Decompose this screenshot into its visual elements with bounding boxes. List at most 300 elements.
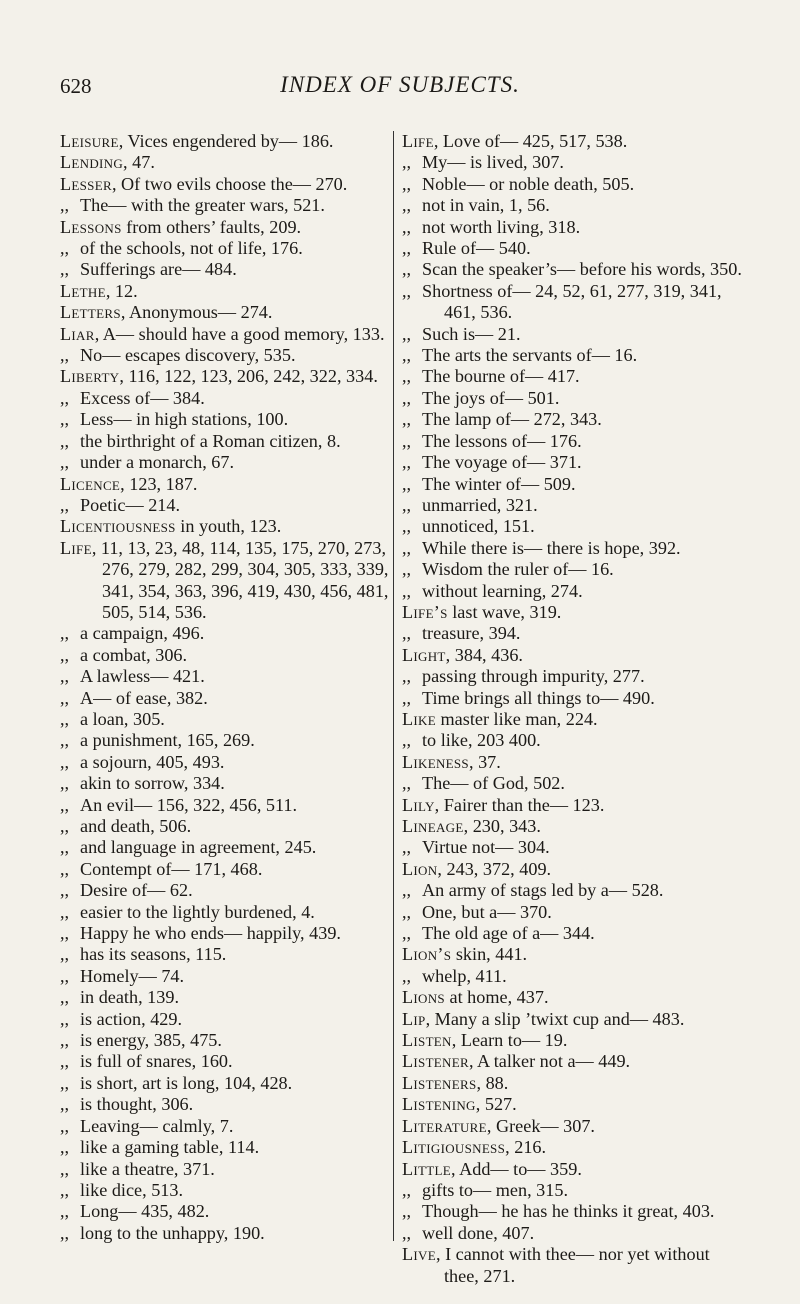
index-subentry: [402, 923, 742, 944]
index-subentry: [60, 923, 390, 944]
index-term: Lip: [402, 1008, 426, 1029]
index-entry: [60, 217, 390, 238]
index-entry: [402, 987, 742, 1008]
index-text: not worth living, 318.: [422, 216, 581, 237]
ditto-mark: ,,: [60, 345, 70, 366]
ditto-mark: ,,: [402, 366, 412, 387]
index-text: master like man, 224.: [435, 708, 598, 729]
index-text: , 88.: [476, 1072, 509, 1093]
index-text: The lessons of— 176.: [422, 430, 582, 451]
ditto-mark: ,,: [402, 280, 412, 301]
index-subentry: [402, 474, 742, 495]
ditto-mark: ,,: [402, 837, 412, 858]
index-subentry: [60, 409, 390, 430]
index-term: Literature: [402, 1115, 487, 1136]
index-subentry: [402, 345, 742, 366]
index-subentry: [60, 837, 390, 858]
index-text: Leaving— calmly, 7.: [80, 1115, 234, 1136]
ditto-mark: ,,: [60, 1115, 70, 1136]
index-text: is short, art is long, 104, 428.: [80, 1072, 293, 1093]
index-text: Rule of— 540.: [422, 238, 531, 259]
ditto-mark: ,,: [60, 644, 70, 665]
index-text: , Anonymous— 274.: [120, 302, 273, 323]
ditto-mark: ,,: [402, 880, 412, 901]
index-text: without learning, 274.: [422, 580, 583, 601]
index-term: Licence: [60, 473, 121, 494]
index-subentry: [60, 859, 390, 880]
index-text: Shortness of— 24, 52, 61, 277, 319, 341, 461, 536.: [422, 280, 722, 323]
index-text: Though— he has he thinks it great, 403.: [422, 1201, 715, 1222]
ditto-mark: ,,: [60, 987, 70, 1008]
index-subentry: [402, 366, 742, 387]
index-entry: [402, 1009, 742, 1030]
index-column-right: [402, 131, 742, 1287]
index-subentry: [402, 581, 742, 602]
index-text: Homely— 74.: [80, 965, 185, 986]
index-text: passing through impurity, 277.: [422, 666, 645, 687]
index-text: easier to the lightly burdened, 4.: [80, 901, 315, 922]
ditto-mark: ,,: [402, 687, 412, 708]
index-text: , A talker not a— 449.: [468, 1051, 631, 1072]
ditto-mark: ,,: [402, 1201, 412, 1222]
ditto-mark: ,,: [402, 238, 412, 259]
index-subentry: [402, 259, 742, 280]
index-entry: [60, 174, 390, 195]
index-text: , Love of— 425, 517, 538.: [433, 131, 628, 151]
index-text: The joys of— 501.: [422, 387, 560, 408]
index-subentry: [60, 1094, 390, 1115]
index-subentry: [402, 195, 742, 216]
index-text: like dice, 513.: [80, 1179, 184, 1200]
index-entry: [60, 302, 390, 323]
index-entry: [402, 1116, 742, 1137]
index-text: Wisdom the ruler of— 16.: [422, 559, 614, 580]
index-subentry: [60, 1051, 390, 1072]
index-text: , 37.: [468, 751, 501, 772]
index-text: Sufferings are— 484.: [80, 259, 237, 280]
index-subentry: [60, 1073, 390, 1094]
index-text: , 11, 13, 23, 48, 114, 135, 175, 270, 273, 276, 279, 282, 299, 304, 305, 333, 339, 341, 354, 363, 396, 419, 430, 456, 481, 505, 514, 536.: [91, 537, 389, 622]
index-subentry: [402, 217, 742, 238]
ditto-mark: ,,: [60, 816, 70, 836]
index-text: A lawless— 421.: [80, 666, 205, 687]
ditto-mark: ,,: [402, 623, 412, 644]
index-text: , A— should have a good memory, 133.: [94, 323, 385, 344]
ditto-mark: ,,: [60, 1030, 70, 1051]
index-subentry: [60, 195, 390, 216]
ditto-mark: ,,: [60, 1222, 70, 1243]
index-text: is energy, 385, 475.: [80, 1030, 222, 1051]
index-subentry: [402, 559, 742, 580]
index-text: and language in agreement, 245.: [80, 837, 317, 858]
index-text: skin, 441.: [451, 944, 528, 965]
ditto-mark: ,,: [60, 794, 70, 815]
index-text: Scan the speaker’s— before his words, 350.: [422, 259, 742, 280]
ditto-mark: ,,: [402, 1179, 412, 1200]
index-text: The— of God, 502.: [422, 773, 565, 794]
index-term: Lethe: [60, 280, 106, 301]
index-subentry: [60, 902, 390, 923]
index-subentry: [60, 816, 390, 837]
index-subentry: [402, 1223, 742, 1244]
index-term: Live: [402, 1244, 436, 1265]
ditto-mark: ,,: [60, 901, 70, 922]
index-text: , 216.: [505, 1137, 547, 1158]
index-text: like a gaming table, 114.: [80, 1137, 260, 1158]
ditto-mark: ,,: [60, 730, 70, 751]
index-entry: [402, 1244, 742, 1287]
index-entry: [60, 516, 390, 537]
index-subentry: [402, 516, 742, 537]
index-subentry: [60, 645, 390, 666]
ditto-mark: ,,: [402, 216, 412, 237]
index-term: Life: [402, 131, 434, 151]
ditto-mark: ,,: [402, 580, 412, 601]
index-entry: [402, 645, 742, 666]
ditto-mark: ,,: [60, 1158, 70, 1179]
index-text: whelp, 411.: [422, 965, 507, 986]
index-text: long to the unhappy, 190.: [80, 1222, 265, 1243]
index-text: , Fairer than the— 123.: [434, 794, 605, 815]
index-term: Lions: [402, 987, 445, 1008]
index-subentry: [402, 281, 742, 324]
index-text: While there is— there is hope, 392.: [422, 537, 681, 558]
index-subentry: [402, 431, 742, 452]
index-subentry: [402, 837, 742, 858]
running-title: INDEX OF SUBJECTS.: [280, 72, 520, 97]
index-subentry: [60, 795, 390, 816]
index-subentry: [60, 709, 390, 730]
index-text: Desire of— 62.: [80, 880, 193, 901]
index-text: Happy he who ends— happily, 439.: [80, 923, 341, 944]
index-subentry: [60, 1009, 390, 1030]
ditto-mark: ,,: [402, 430, 412, 451]
ditto-mark: ,,: [402, 559, 412, 580]
index-text: One, but a— 370.: [422, 901, 552, 922]
index-entry: [60, 366, 390, 387]
index-text: , Many a slip ’twixt cup and— 483.: [425, 1008, 685, 1029]
ditto-mark: ,,: [402, 494, 412, 515]
index-term: Liberty: [60, 366, 120, 387]
index-entry: [402, 131, 742, 152]
index-entry: [402, 859, 742, 880]
index-text: A— of ease, 382.: [80, 687, 208, 708]
index-entry: [60, 131, 390, 152]
index-text: , I cannot with thee— nor yet without thee, 271.: [435, 1244, 710, 1286]
index-text: , 116, 122, 123, 206, 242, 322, 334.: [119, 366, 378, 387]
index-text: Less— in high stations, 100.: [80, 409, 289, 430]
index-term: Letters: [60, 302, 121, 323]
index-term: Lion’s: [402, 944, 452, 965]
ditto-mark: ,,: [402, 152, 412, 173]
index-text: The arts the servants of— 16.: [422, 345, 638, 366]
ditto-mark: ,,: [402, 387, 412, 408]
ditto-mark: ,,: [402, 473, 412, 494]
index-entry: [402, 709, 742, 730]
index-term: Life’s: [402, 601, 448, 622]
index-text: , 230, 343.: [463, 816, 541, 836]
index-subentry: [402, 880, 742, 901]
ditto-mark: ,,: [60, 1072, 70, 1093]
index-entry: [402, 816, 742, 837]
ditto-mark: ,,: [60, 923, 70, 944]
index-text: , Vices engendered by— 186.: [118, 131, 334, 151]
index-subentry: [60, 431, 390, 452]
index-text: , Learn to— 19.: [451, 1030, 568, 1051]
index-text: An evil— 156, 322, 456, 511.: [80, 794, 298, 815]
ditto-mark: ,,: [402, 323, 412, 344]
index-text: is thought, 306.: [80, 1094, 194, 1115]
index-term: Listener: [402, 1051, 469, 1072]
index-subentry: [60, 238, 390, 259]
ditto-mark: ,,: [60, 259, 70, 280]
index-subentry: [402, 238, 742, 259]
ditto-mark: ,,: [60, 666, 70, 687]
index-text: The old age of a— 344.: [422, 923, 595, 944]
ditto-mark: ,,: [402, 195, 412, 216]
index-term: Lion: [402, 858, 438, 879]
ditto-mark: ,,: [402, 773, 412, 794]
index-text: The lamp of— 272, 343.: [422, 409, 602, 430]
index-subentry: [402, 902, 742, 923]
index-text: and death, 506.: [80, 816, 192, 836]
index-subentry: [402, 623, 742, 644]
index-subentry: [402, 773, 742, 794]
index-subentry: [60, 688, 390, 709]
index-subentry: [60, 495, 390, 516]
index-entry: [402, 602, 742, 623]
index-text: gifts to— men, 315.: [422, 1179, 568, 1200]
index-text: The winter of— 509.: [422, 473, 576, 494]
index-text: No— escapes discovery, 535.: [80, 345, 296, 366]
ditto-mark: ,,: [60, 944, 70, 965]
index-term: Lineage: [402, 816, 464, 836]
index-subentry: [402, 666, 742, 687]
ditto-mark: ,,: [402, 1222, 412, 1243]
index-subentry: [60, 666, 390, 687]
ditto-mark: ,,: [402, 516, 412, 537]
ditto-mark: ,,: [402, 409, 412, 430]
index-text: Contempt of— 171, 468.: [80, 858, 263, 879]
index-subentry: [60, 1116, 390, 1137]
index-term: Little: [402, 1158, 452, 1179]
index-term: Liar: [60, 323, 95, 344]
index-subentry: [402, 688, 742, 709]
ditto-mark: ,,: [402, 901, 412, 922]
index-text: a loan, 305.: [80, 708, 165, 729]
index-text: Virtue not— 304.: [422, 837, 550, 858]
index-subentry: [402, 388, 742, 409]
index-term: Lending: [60, 152, 124, 173]
ditto-mark: ,,: [60, 494, 70, 515]
index-subentry: [60, 944, 390, 965]
index-text: is full of snares, 160.: [80, 1051, 233, 1072]
index-subentry: [60, 1137, 390, 1158]
index-term: Licentiousness: [60, 516, 176, 537]
ditto-mark: ,,: [60, 708, 70, 729]
ditto-mark: ,,: [60, 387, 70, 408]
index-entry: [60, 281, 390, 302]
ditto-mark: ,,: [402, 666, 412, 687]
index-text: , Add— to— 359.: [451, 1158, 582, 1179]
index-text: unmarried, 321.: [422, 494, 538, 515]
index-term: Lesser: [60, 173, 112, 194]
index-subentry: [60, 1159, 390, 1180]
ditto-mark: ,,: [60, 452, 70, 473]
ditto-mark: ,,: [402, 259, 412, 280]
index-term: Likeness: [402, 751, 469, 772]
index-subentry: [402, 1201, 742, 1222]
index-subentry: [402, 452, 742, 473]
index-text: Long— 435, 482.: [80, 1201, 210, 1222]
index-subentry: [60, 259, 390, 280]
index-text: well done, 407.: [422, 1222, 535, 1243]
ditto-mark: ,,: [402, 173, 412, 194]
index-text: The voyage of— 371.: [422, 452, 582, 473]
index-subentry: [60, 388, 390, 409]
ditto-mark: ,,: [402, 923, 412, 944]
index-text: like a theatre, 371.: [80, 1158, 215, 1179]
ditto-mark: ,,: [60, 880, 70, 901]
index-term: Leisure: [60, 131, 119, 151]
index-text: a punishment, 165, 269.: [80, 730, 255, 751]
index-entry: [402, 1094, 742, 1115]
index-entry: [402, 795, 742, 816]
ditto-mark: ,,: [60, 623, 70, 644]
ditto-mark: ,,: [60, 1201, 70, 1222]
index-subentry: [60, 773, 390, 794]
index-text: last wave, 319.: [447, 601, 562, 622]
index-text: unnoticed, 151.: [422, 516, 535, 537]
index-term: Litigiousness: [402, 1137, 506, 1158]
index-term: Listening: [402, 1094, 476, 1115]
ditto-mark: ,,: [60, 1094, 70, 1115]
index-text: at home, 437.: [444, 987, 549, 1008]
index-entry: [402, 1073, 742, 1094]
index-column-left: [60, 131, 390, 1244]
index-entry: [402, 1137, 742, 1158]
index-subentry: [402, 966, 742, 987]
index-entry: [402, 1051, 742, 1072]
index-text: An army of stags led by a— 528.: [422, 880, 664, 901]
ditto-mark: ,,: [60, 1137, 70, 1158]
index-text: , 47.: [123, 152, 155, 173]
index-subentry: [60, 452, 390, 473]
index-subentry: [402, 174, 742, 195]
ditto-mark: ,,: [402, 537, 412, 558]
index-text: , 123, 187.: [120, 473, 198, 494]
index-subentry: [402, 730, 742, 751]
index-subentry: [60, 752, 390, 773]
index-text: , 527.: [475, 1094, 517, 1115]
index-text: Excess of— 384.: [80, 387, 205, 408]
index-term: Like: [402, 708, 436, 729]
index-text: , 12.: [105, 280, 138, 301]
index-text: akin to sorrow, 334.: [80, 773, 225, 794]
index-term: Listen: [402, 1030, 452, 1051]
index-term: Lessons: [60, 216, 122, 237]
index-text: treasure, 394.: [422, 623, 521, 644]
ditto-mark: ,,: [402, 730, 412, 751]
ditto-mark: ,,: [60, 430, 70, 451]
index-text: has its seasons, 115.: [80, 944, 227, 965]
index-text: Noble— or noble death, 505.: [422, 173, 635, 194]
index-text: Such is— 21.: [422, 323, 521, 344]
ditto-mark: ,,: [60, 409, 70, 430]
index-subentry: [60, 1030, 390, 1051]
index-text: My— is lived, 307.: [422, 152, 564, 173]
index-text: not in vain, 1, 56.: [422, 195, 550, 216]
ditto-mark: ,,: [60, 965, 70, 986]
index-subentry: [60, 880, 390, 901]
index-text: is action, 429.: [80, 1008, 183, 1029]
index-subentry: [402, 538, 742, 559]
index-text: from others’ faults, 209.: [121, 216, 302, 237]
ditto-mark: ,,: [60, 238, 70, 259]
index-term: Light: [402, 644, 446, 665]
ditto-mark: ,,: [60, 1179, 70, 1200]
index-text: of the schools, not of life, 176.: [80, 238, 303, 259]
index-text: , 243, 372, 409.: [437, 858, 552, 879]
index-text: , Of two evils choose the— 270.: [111, 173, 348, 194]
ditto-mark: ,,: [402, 965, 412, 986]
ditto-mark: ,,: [60, 837, 70, 858]
index-text: in youth, 123.: [175, 516, 282, 537]
index-text: Time brings all things to— 490.: [422, 687, 655, 708]
page-number: 628: [60, 74, 92, 98]
ditto-mark: ,,: [60, 687, 70, 708]
index-subentry: [60, 345, 390, 366]
index-subentry: [60, 730, 390, 751]
index-text: the birthright of a Roman citizen, 8.: [80, 430, 341, 451]
index-entry: [60, 152, 390, 173]
index-subentry: [60, 987, 390, 1008]
index-term: Lily: [402, 794, 435, 815]
ditto-mark: ,,: [402, 345, 412, 366]
index-entry: [402, 1159, 742, 1180]
index-entry: [60, 538, 390, 624]
index-subentry: [60, 966, 390, 987]
page-header: [60, 72, 740, 108]
index-text: , Greek— 307.: [486, 1115, 595, 1136]
index-subentry: [60, 1223, 390, 1244]
index-term: Life: [60, 537, 92, 558]
index-subentry: [402, 495, 742, 516]
ditto-mark: ,,: [60, 751, 70, 772]
index-subentry: [402, 324, 742, 345]
index-text: Poetic— 214.: [80, 494, 181, 515]
ditto-mark: ,,: [60, 1051, 70, 1072]
index-subentry: [60, 1201, 390, 1222]
index-text: in death, 139.: [80, 987, 180, 1008]
index-term: Listeners: [402, 1072, 477, 1093]
index-subentry: [402, 1180, 742, 1201]
ditto-mark: ,,: [60, 195, 70, 216]
column-divider: [393, 131, 394, 1241]
index-subentry: [402, 409, 742, 430]
index-entry: [402, 752, 742, 773]
index-entry: [402, 1030, 742, 1051]
ditto-mark: ,,: [60, 773, 70, 794]
index-text: , 384, 436.: [445, 644, 523, 665]
ditto-mark: ,,: [402, 452, 412, 473]
ditto-mark: ,,: [60, 1008, 70, 1029]
index-text: a sojourn, 405, 493.: [80, 751, 225, 772]
index-text: The bourne of— 417.: [422, 366, 580, 387]
index-entry: [402, 944, 742, 965]
index-subentry: [402, 152, 742, 173]
index-text: to like, 203 400.: [422, 730, 541, 751]
